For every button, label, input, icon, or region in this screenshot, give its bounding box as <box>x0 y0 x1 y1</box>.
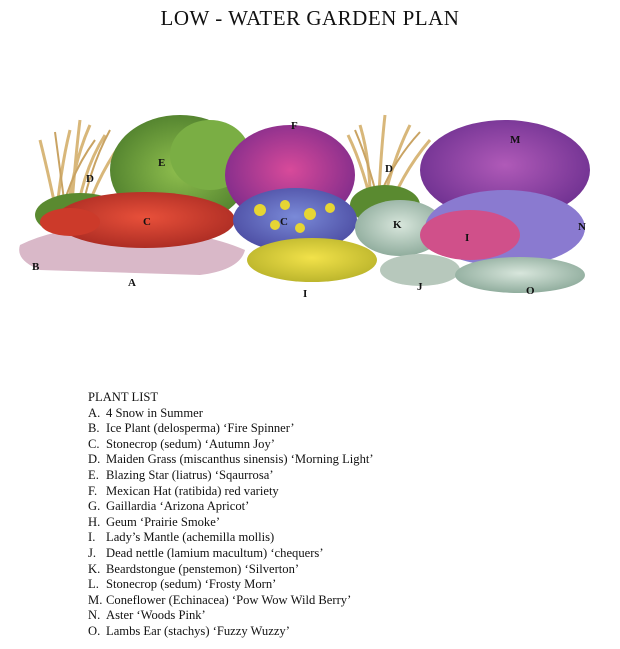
list-item: O. Lambs Ear (stachys) ‘Fuzzy Wuzzy’ <box>88 623 290 638</box>
list-item: M. Coneflower (Echinacea) ‘Pow Wow Wild Berry’ <box>88 592 352 607</box>
garden-illustration <box>0 110 620 310</box>
stonecrop-red-left-edge <box>40 208 100 236</box>
label-j: J <box>417 281 423 293</box>
label-m: M <box>510 134 521 146</box>
label-d-left: D <box>86 173 94 185</box>
plant-list <box>88 390 374 640</box>
label-k: K <box>393 219 402 231</box>
list-item: H. Geum ‘Prairie Smoke’ <box>88 514 221 529</box>
list-item: K. Beardstongue (penstemon) ‘Silverton’ <box>88 561 300 576</box>
label-c-left: C <box>143 216 151 228</box>
label-c-centre: C <box>280 216 288 228</box>
list-item: A. 4 Snow in Summer <box>88 405 203 420</box>
label-f: F <box>291 120 298 132</box>
list-item: N. Aster ‘Woods Pink’ <box>88 608 206 623</box>
label-e: E <box>158 157 166 169</box>
list-item: F. Mexican Hat (ratibida) red variety <box>88 483 279 498</box>
list-item: D. Maiden Grass (miscanthus sinensis) ‘Morning Light’ <box>88 452 374 467</box>
garden-svg <box>0 110 620 310</box>
label-n: N <box>578 221 586 233</box>
label-i-front: I <box>303 288 308 300</box>
list-item: J. Dead nettle (lamium macultum) ‘chequers’ <box>88 545 324 560</box>
list-item: C. Stonecrop (sedum) ‘Autumn Joy’ <box>88 436 275 451</box>
label-a: A <box>128 277 136 289</box>
page-title: LOW - WATER GARDEN PLAN <box>160 6 460 30</box>
label-d-right: D <box>385 163 393 175</box>
geum-yellow <box>247 238 377 282</box>
ladys-mantle-pink <box>420 210 520 260</box>
list-item: E. Blazing Star (liatrus) ‘Sqaurrosa’ <box>88 467 274 482</box>
label-i-right: I <box>465 232 470 244</box>
list-item: G. Gaillardia ‘Arizona Apricot’ <box>88 499 250 514</box>
plant-list-heading: PLANT LIST <box>88 390 159 404</box>
label-b: B <box>32 261 40 273</box>
label-o: O <box>526 285 535 297</box>
list-item: B. Ice Plant (delosperma) ‘Fire Spinner’ <box>88 421 295 436</box>
list-item: L. Stonecrop (sedum) ‘Frosty Morn’ <box>88 577 277 592</box>
list-item: I. Lady’s Mantle (achemilla mollis) <box>88 530 275 545</box>
lambs-ear <box>455 257 585 293</box>
